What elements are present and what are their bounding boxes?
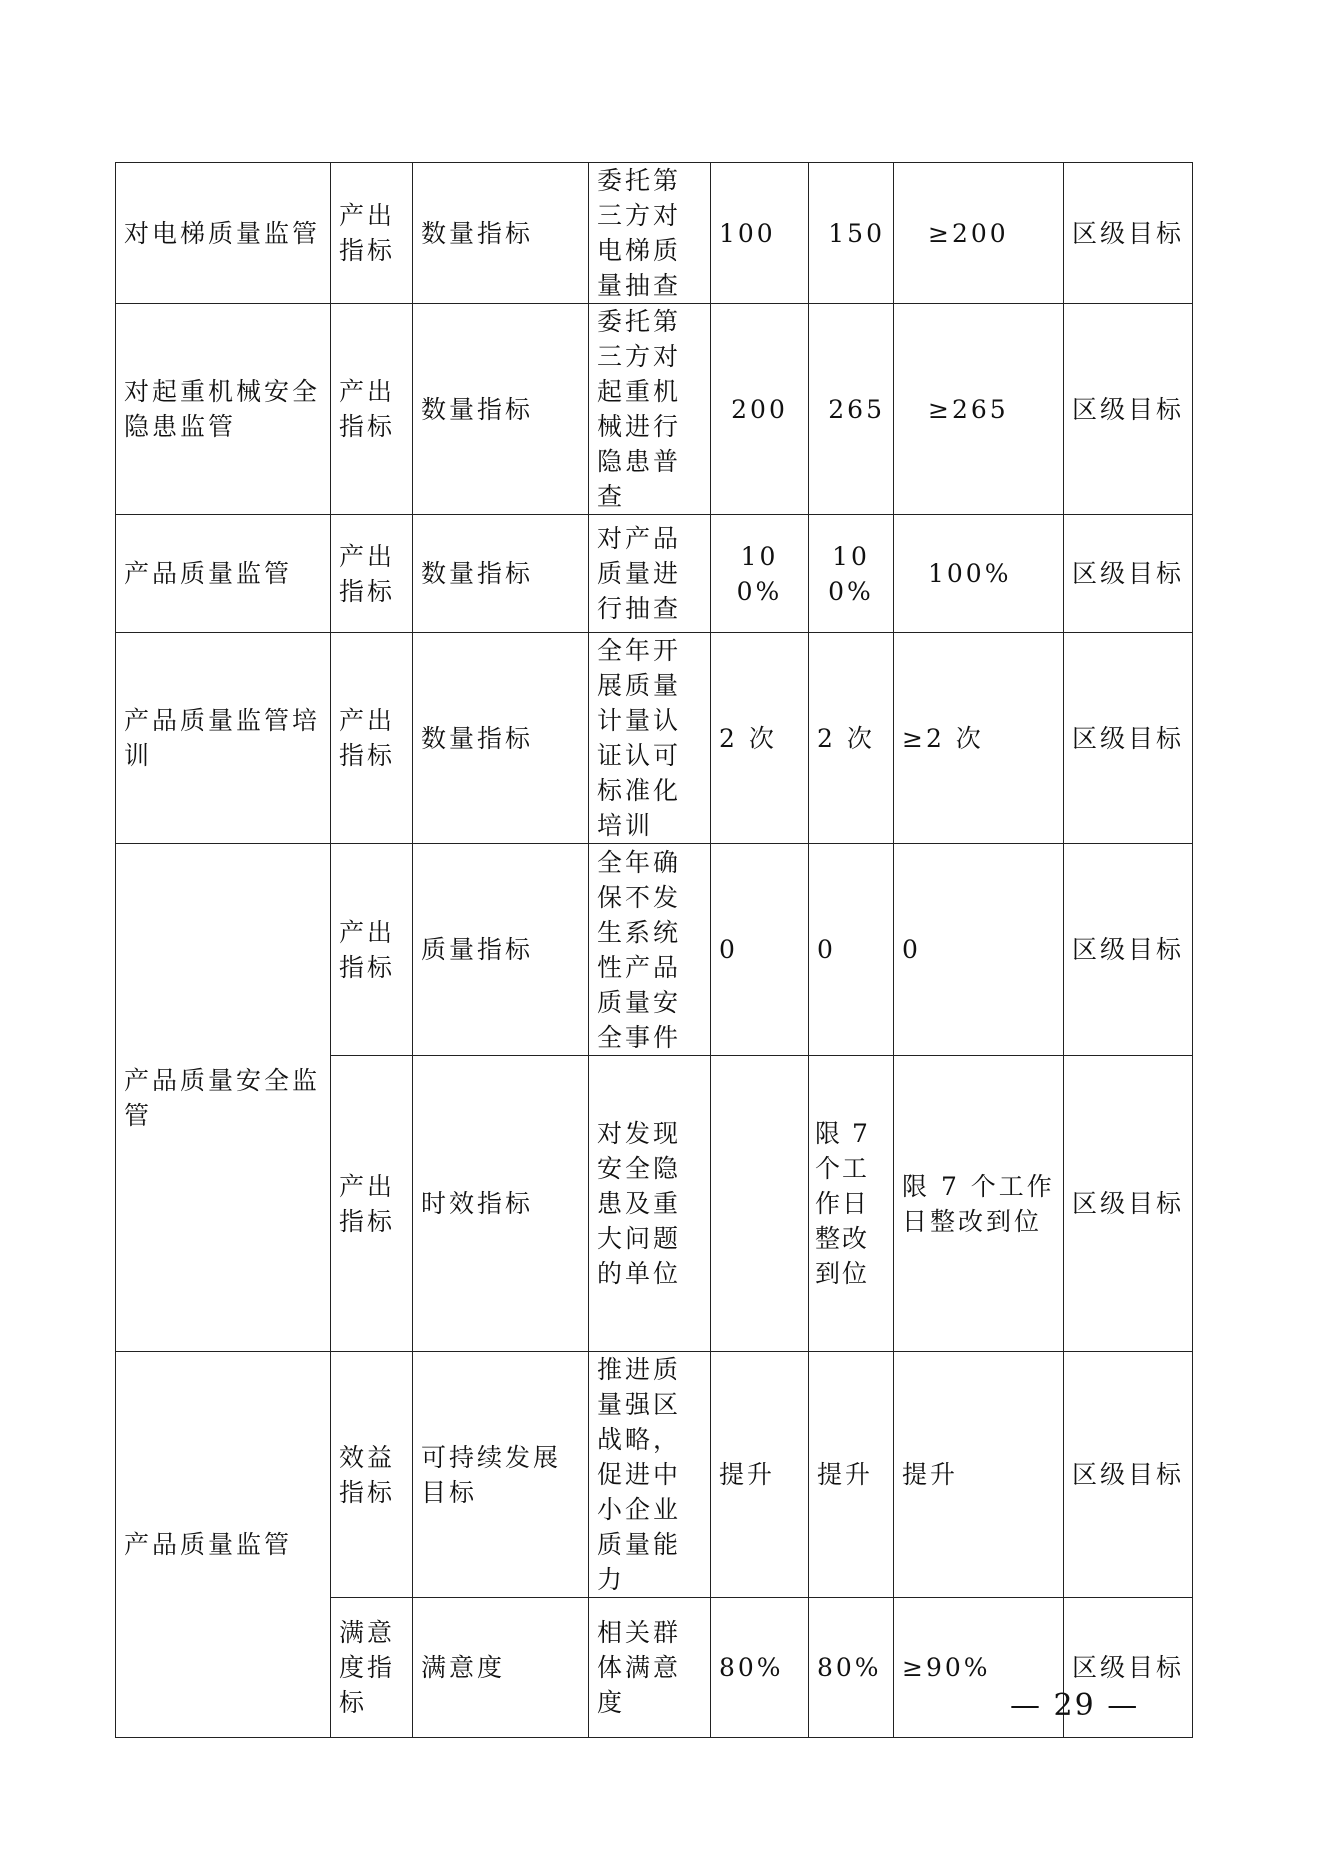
value-cell-2: 100% (809, 515, 894, 633)
table-row (116, 1352, 1193, 1598)
table-row (116, 633, 1193, 844)
target-value-cell: 限 7 个工作日整改到位 (894, 1056, 1064, 1352)
value-cell-2: 265 (809, 304, 894, 515)
indicator-content-cell: 委托第三方对起重机械进行隐患普查 (589, 304, 711, 515)
level1-indicator-cell: 产出指标 (331, 515, 413, 633)
value-cell-1: 0 (711, 844, 809, 1056)
indicator-content-cell: 对产品质量进行抽查 (589, 515, 711, 633)
indicator-content-cell: 全年确保不发生系统性产品质量安全事件 (589, 844, 711, 1056)
target-source-cell: 区级目标 (1064, 844, 1193, 1056)
indicator-content-cell: 全年开展质量计量认证认可标准化培训 (589, 633, 711, 844)
level1-indicator-cell: 满意度指标 (331, 1598, 413, 1738)
level1-indicator-cell: 产出指标 (331, 633, 413, 844)
level1-indicator-cell: 产出指标 (331, 1056, 413, 1352)
level2-indicator-cell: 时效指标 (413, 1056, 589, 1352)
performance-indicator-table (115, 162, 1193, 1738)
value-cell-2: 限 7 个工作日整改到位 (809, 1056, 894, 1352)
value-cell-2: 150 (809, 163, 894, 304)
target-value-cell: 0 (894, 844, 1064, 1056)
target-source-cell: 区级目标 (1064, 515, 1193, 633)
target-source-cell: 区级目标 (1064, 633, 1193, 844)
level1-indicator-cell: 产出指标 (331, 163, 413, 304)
project-cell: 产品质量监管 (116, 515, 331, 633)
level1-indicator-cell: 产出指标 (331, 844, 413, 1056)
page-number: — 29 — (1010, 1688, 1140, 1723)
target-value-cell: ≥90% (894, 1598, 1064, 1738)
level2-indicator-cell: 满意度 (413, 1598, 589, 1738)
target-source-cell: 区级目标 (1064, 1056, 1193, 1352)
performance-indicator-table-page (115, 162, 1192, 1738)
target-value-cell: ≥265 (894, 304, 1064, 515)
value-cell-2: 0 (809, 844, 894, 1056)
indicator-content-cell: 相关群体满意度 (589, 1598, 711, 1738)
level2-indicator-cell: 质量指标 (413, 844, 589, 1056)
project-cell: 产品质量安全监管 (116, 844, 331, 1352)
value-cell-1 (711, 1056, 809, 1352)
value-cell-1: 100% (711, 515, 809, 633)
value-cell-1: 200 (711, 304, 809, 515)
project-cell: 产品质量监管 (116, 1352, 331, 1738)
level2-indicator-cell: 数量指标 (413, 163, 589, 304)
level2-indicator-cell: 可持续发展目标 (413, 1352, 589, 1598)
level1-indicator-cell: 产出指标 (331, 304, 413, 515)
target-value-cell: 提升 (894, 1352, 1064, 1598)
target-value-cell: 100% (894, 515, 1064, 633)
value-cell-2: 80% (809, 1598, 894, 1738)
target-source-cell: 区级目标 (1064, 1598, 1193, 1738)
value-cell-1: 100 (711, 163, 809, 304)
project-cell: 对起重机械安全隐患监管 (116, 304, 331, 515)
project-cell: 对电梯质量监管 (116, 163, 331, 304)
indicator-content-cell: 委托第三方对电梯质量抽查 (589, 163, 711, 304)
target-source-cell: 区级目标 (1064, 163, 1193, 304)
value-cell-1: 2 次 (711, 633, 809, 844)
value-cell-1: 提升 (711, 1352, 809, 1598)
level1-indicator-cell: 效益指标 (331, 1352, 413, 1598)
indicator-content-cell: 推进质量强区战略，促进中小企业质量能力 (589, 1352, 711, 1598)
table-row (116, 163, 1193, 304)
target-value-cell: ≥200 (894, 163, 1064, 304)
target-value-cell: ≥2 次 (894, 633, 1064, 844)
table-row (116, 515, 1193, 633)
level2-indicator-cell: 数量指标 (413, 304, 589, 515)
level2-indicator-cell: 数量指标 (413, 633, 589, 844)
table-row (116, 844, 1193, 1056)
value-cell-2: 提升 (809, 1352, 894, 1598)
value-cell-1: 80% (711, 1598, 809, 1738)
target-source-cell: 区级目标 (1064, 1352, 1193, 1598)
project-cell: 产品质量监管培训 (116, 633, 331, 844)
target-source-cell: 区级目标 (1064, 304, 1193, 515)
indicator-content-cell: 对发现安全隐患及重大问题的单位 (589, 1056, 711, 1352)
level2-indicator-cell: 数量指标 (413, 515, 589, 633)
value-cell-2: 2 次 (809, 633, 894, 844)
table-row (116, 304, 1193, 515)
